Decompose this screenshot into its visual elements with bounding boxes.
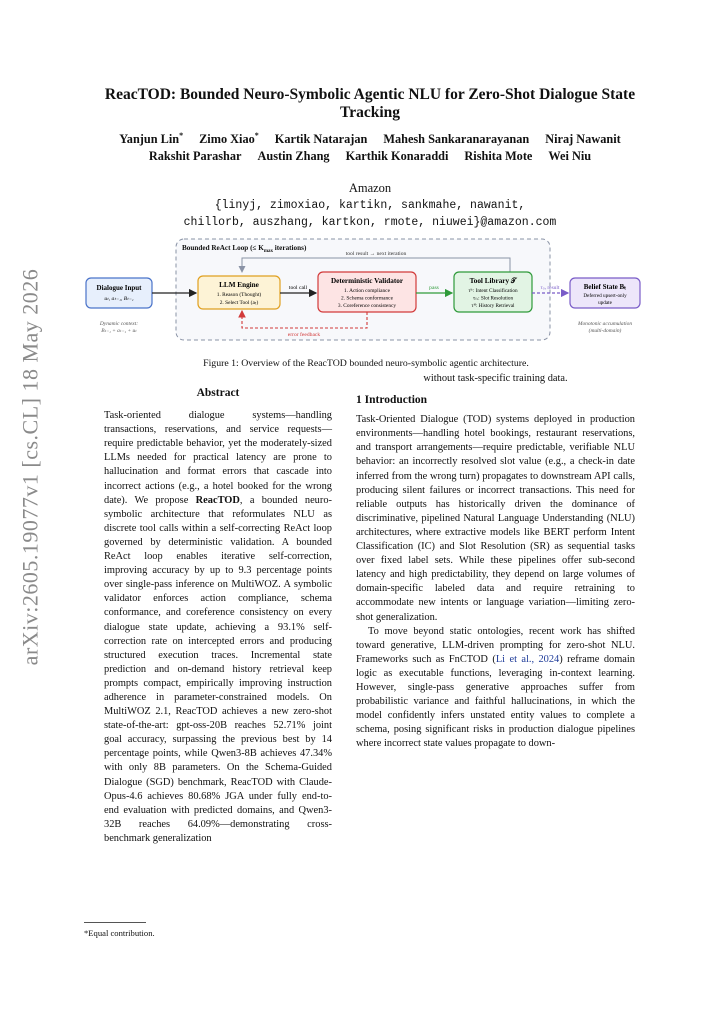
architecture-figure (78, 234, 650, 346)
intro-paragraph-2: To move beyond static ontologies, recent work has shifted toward generative, LLM-driven prompting for zero-shot NLU. Frameworks such as FnCTOD (Li et al., 2024) reframe domain logic as executable functions, leveraging in-context learning. However, single-pass generative approaches suffer from probabilistic variance and faithful hallucinations, in which the model confidently infers unstated entity values to complete a schema, posing significant risks in production dialogue pipelines where incorrect state values propagate to down- (356, 625, 635, 750)
abstract-column (104, 386, 332, 846)
result-label: τₛᵣ result (540, 285, 560, 291)
dialogue-input-box (86, 278, 152, 308)
footnote-rule (84, 922, 146, 923)
svg-text:3. Coreference consistency: 3. Coreference consistency (337, 303, 397, 309)
intro-paragraph-1: Task-Oriented Dialogue (TOD) systems deployed in production environments—handling hotel bookings, restaurant reservations, and transport arrangements—require predictable, verifiable NLU behavior: an incorrectly resolved slot value (e.g., a check-in date inferred from the wrong turn) propagates to downstream API calls, producing silent failures or incorrect transactions. This need for reliable outputs has historically driven the dominance of discriminative, pipelined Natural Language Understanding (NLU) architectures, where extractive models like BERT perform Intent Classification (IC) and Slot Resolution (SR) as sequential tasks over fixed label sets. While these pipelines offer sub-second latency and high predictability, they depend on large volumes of domain-specific labeled data and require retraining to accommodate new intents or language variation—limiting zero-shot generalization. (356, 414, 635, 623)
citation-link[interactable]: Li et al., 2024 (495, 653, 560, 665)
author-name: Niraj Nawanit (545, 132, 621, 147)
author-name: Karthik Konaraddi (345, 149, 449, 164)
svg-text:τᴵᶜ: Intent Classification: τᴵᶜ: Intent Classification (468, 288, 518, 294)
svg-text:2. Select Tool (aₜ): 2. Select Tool (aₜ) (219, 300, 259, 306)
footnote: *Equal contribution. (84, 928, 155, 938)
svg-text:1. Action compliance: 1. Action compliance (344, 288, 390, 294)
paper-title: ReacTOD: Bounded Neuro-Symbolic Agentic NLU for Zero-Shot Dialogue State Tracking (104, 86, 636, 121)
figure-caption: Figure 1: Overview of the ReacTOD bounded neuro-symbolic agentic architecture. (203, 358, 529, 369)
abstract-title: Abstract (196, 387, 240, 399)
right-note: Monotonic accumulation (577, 321, 633, 327)
svg-text:update: update (598, 300, 612, 306)
tool-result-label: tool result → next iteration (345, 251, 407, 257)
svg-text:(multi-domain): (multi-domain) (588, 328, 622, 334)
error-feedback-label: error feedback (287, 332, 321, 338)
svg-text:Belief State Bₜ: Belief State Bₜ (583, 283, 627, 291)
author-name: Austin Zhang (257, 149, 330, 164)
tool-call-label: tool call (288, 285, 308, 291)
svg-text:1. Reason (Thought): 1. Reason (Thought) (216, 292, 262, 298)
equal-contribution-mark: * (254, 131, 259, 140)
svg-text:Dialogue Input: Dialogue Input (96, 284, 142, 292)
svg-text:τᴴ: History Retrieval: τᴴ: History Retrieval (471, 303, 515, 309)
author-name: Mahesh Sankaranarayanan (383, 132, 530, 147)
right-column (356, 372, 635, 751)
pass-label: pass (429, 285, 439, 291)
author-name: Wei Niu (548, 149, 592, 164)
author-name: Yanjun Lin* (119, 131, 184, 147)
email-line-2: chillorb, auszhang, kartkon, rmote, niuwei}@amazon.com (183, 216, 557, 229)
author-name: Zimo Xiao* (199, 131, 259, 147)
arxiv-identifier (12, 268, 48, 666)
author-name: Rishita Mote (464, 149, 533, 164)
svg-text:Tool Library 𝒯: Tool Library 𝒯 (469, 277, 517, 285)
author-name: Kartik Natarajan (274, 132, 368, 147)
system-name: ReacTOD (195, 494, 240, 506)
loop-label: Bounded ReAct Loop (≤ $K_{max}$ iterations) (182, 244, 307, 254)
email-line-1: {linyj, zimoxiao, kartikn, sankmahe, nawanit, (214, 199, 526, 212)
svg-text:LLM Engine: LLM Engine (219, 281, 259, 289)
abstract-continuation: without task-specific training data. (423, 373, 568, 384)
abstract-text: Task-oriented dialogue systems—handling transactions, reservations, and service requests—require predictable behavior, yet the moderately-sized LLMs needed for practical latency are prone to hallucination and format errors that cascade into incorrect actions (e.g., a hotel booked for the wrong date). We propose ReacTOD, a bounded neuro-symbolic architecture that reformulates NLU as discrete tool calls within a self-correcting ReAct loop governed by deterministic validation. A bounded ReAct loop enables iterative self-correction, improving accuracy by up to 9.3 percentage points over single-pass inference on MultiWOZ. A symbolic validator enforces action compliance, schema conformance, and coreference consistency on every dialogue state update, achieving a 93.1% self-correction rate on intercepted errors and producing structured execution traces. Incremental state prediction and on-demand history retrieval keep prompts compact, empirically improving instruction adherence in parameter-constrained models. On MultiWOZ 2.1, ReacTOD achieves a new zero-shot state-of-the-art: gpt-oss-20B reaches 52.71% joint goal accuracy, surpassing the previous best by 14 percentage points, while Qwen3-8B achieves 47.34% with only 8B parameters. On the Schema-Guided Dialogue (SGD) benchmark, ReacTOD with Claude-Opus-4.6 achieves 80.68% JGA under fully end-to-end evaluation with predicted domains, and Qwen3-32B reaches 64.09%—demonstrating cross-benchmark generalization (104, 410, 332, 844)
svg-text:2. Schema conformance: 2. Schema conformance (341, 295, 393, 302)
svg-text:τₛᵣ: Slot Resolution: τₛᵣ: Slot Resolution (472, 295, 514, 302)
author-name: Rakshit Parashar (148, 149, 242, 164)
svg-text:Deferred upsert-only: Deferred upsert-only (583, 293, 627, 299)
author-list (50, 127, 690, 165)
svg-text:Bₜ₋₁ + aₜ₋₁ + uₜ: Bₜ₋₁ + aₜ₋₁ + uₜ (101, 328, 137, 334)
section-introduction-title: 1 Introduction (356, 394, 428, 407)
email-list (60, 197, 680, 231)
equal-contribution-mark: * (179, 131, 184, 140)
svg-text:uₜ, aₜ₋₁, Bₜ₋₁: uₜ, aₜ₋₁, Bₜ₋₁ (104, 296, 134, 302)
affiliation: Amazon (348, 181, 392, 195)
left-note: Dynamic context: (99, 321, 139, 327)
arxiv-id-text: arXiv:2605.19077v1 [cs.CL] 18 May 2026 (17, 268, 42, 666)
architecture-diagram (78, 234, 650, 346)
svg-text:Deterministic Validator: Deterministic Validator (330, 277, 404, 285)
